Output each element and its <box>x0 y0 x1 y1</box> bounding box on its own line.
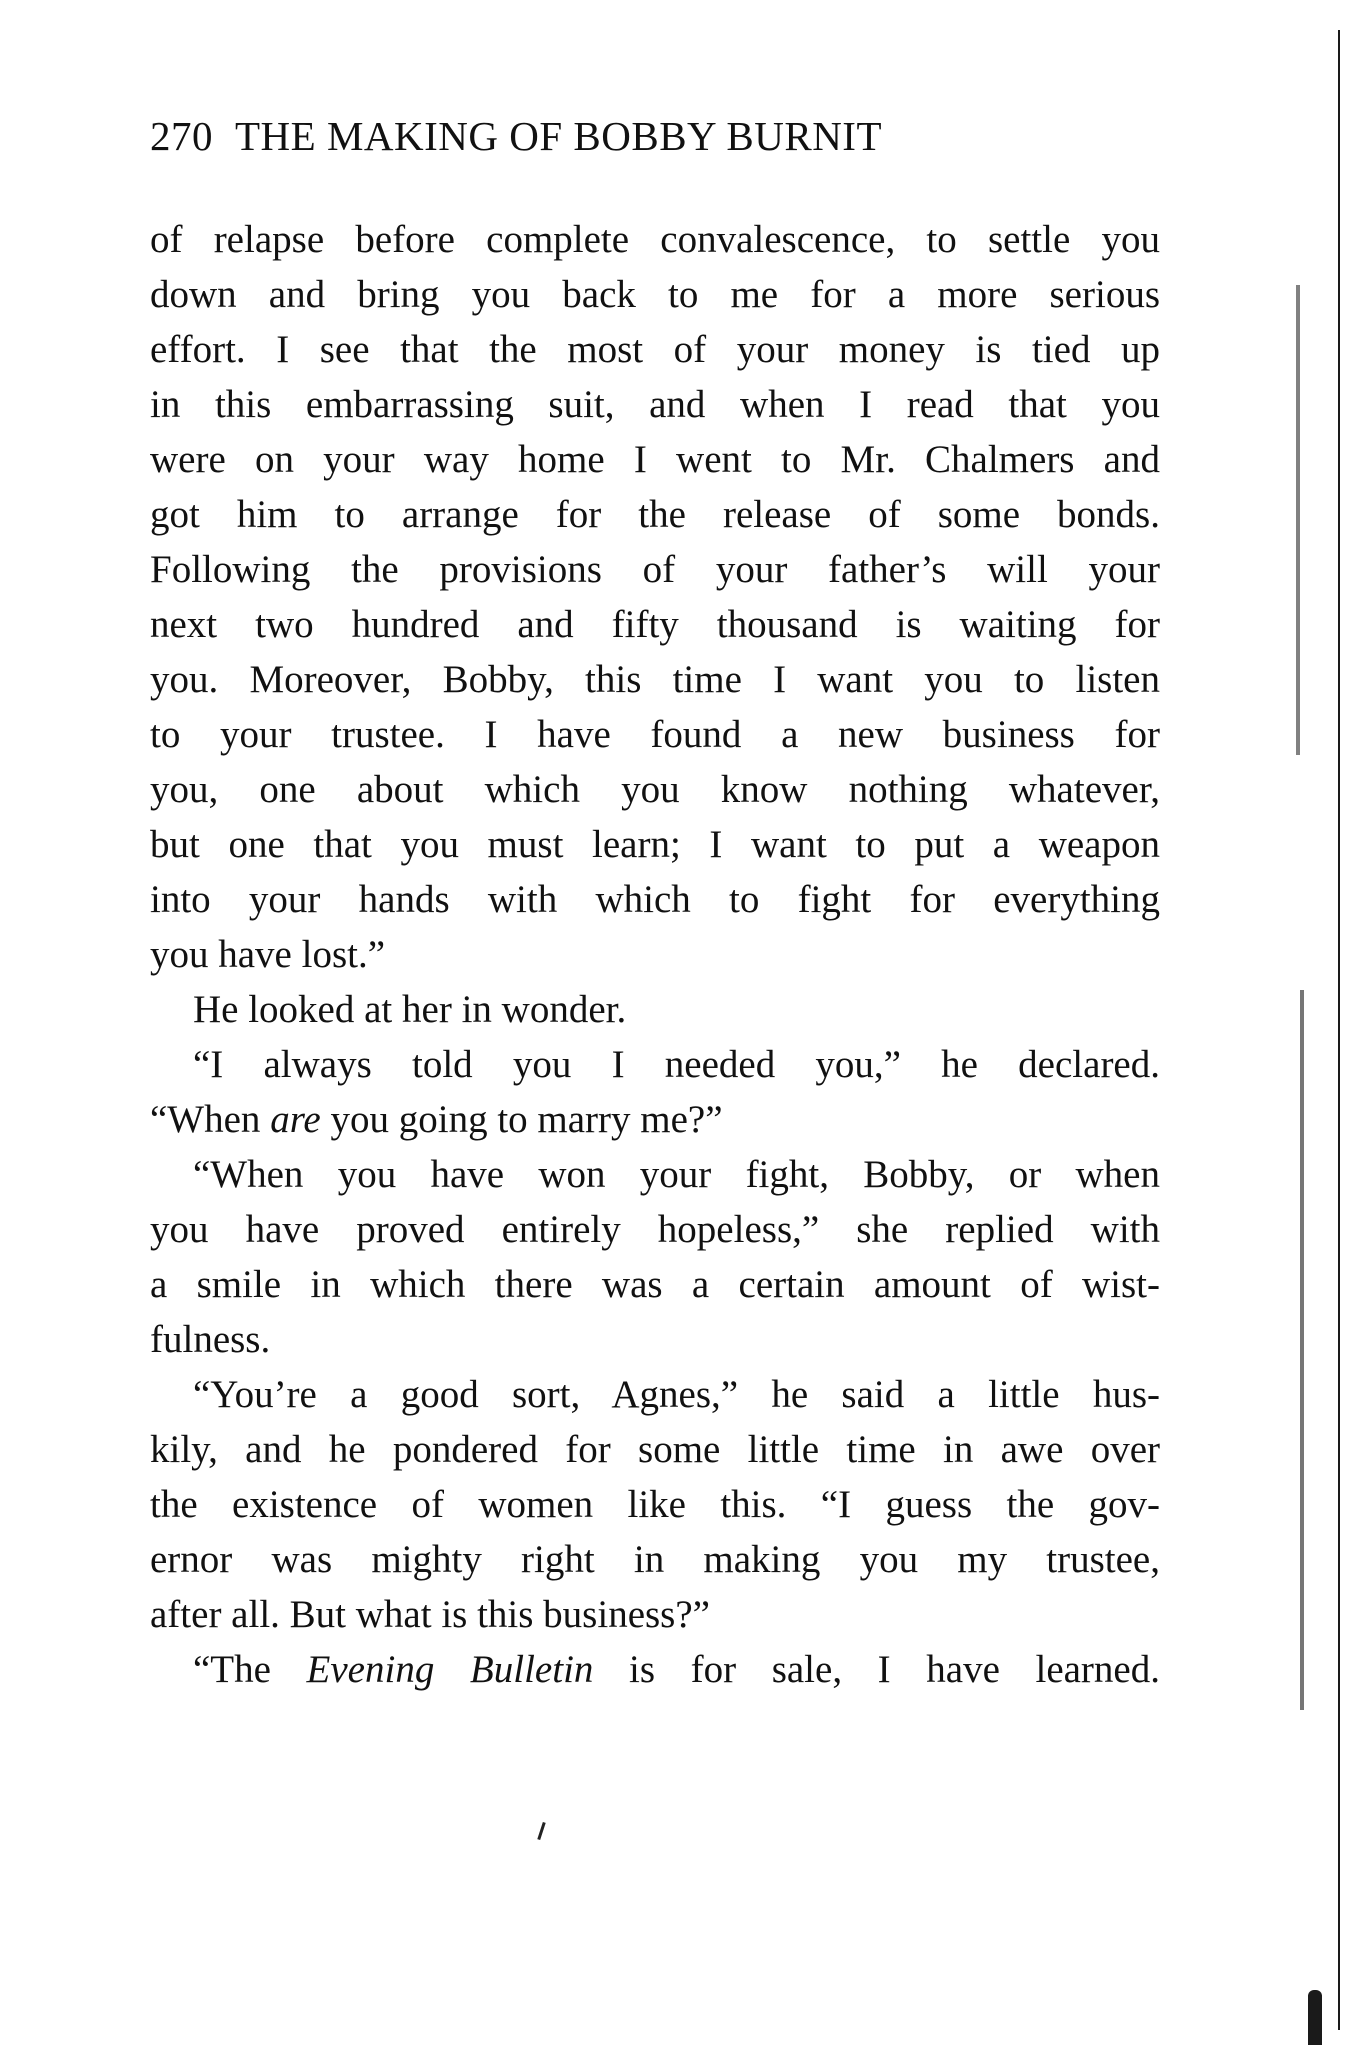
text-line <box>150 1642 1160 1697</box>
text-line: “I always told you I needed you,” he declared. <box>193 1043 1160 1086</box>
line-segment: you going to marry me?” <box>320 1098 723 1141</box>
line-segment: is for sale, I have learned. <box>593 1648 1160 1691</box>
italic-word: are <box>270 1098 321 1141</box>
text-line: you, one about which you know nothing whatever, <box>150 768 1160 811</box>
text-line: got him to arrange for the release of some bonds. <box>150 493 1160 536</box>
text-line: Following the provisions of your father’s will your <box>150 548 1160 591</box>
text-line: were on your way home I went to Mr. Chalmers and <box>150 438 1160 481</box>
text-line <box>150 1092 1160 1147</box>
text-line: into your hands with which to fight for everything <box>150 878 1160 921</box>
page-number: 270 <box>150 113 213 159</box>
binding-mark <box>1308 1990 1322 2045</box>
text-line: but one that you must learn; I want to put a weapon <box>150 823 1160 866</box>
text-line: after all. But what is this business?” <box>150 1593 710 1636</box>
text-line: next two hundred and fifty thousand is waiting for <box>150 603 1160 646</box>
italic-title: Evening Bulletin <box>306 1648 594 1691</box>
text-line: down and bring you back to me for a more serious <box>150 273 1160 316</box>
gutter-shadow <box>1300 990 1304 1710</box>
text-line: you have lost.” <box>150 933 386 976</box>
body-text <box>150 212 1160 1697</box>
binding-edge <box>1338 30 1340 2030</box>
stray-mark <box>537 1822 545 1840</box>
text-line: to your trustee. I have found a new business for <box>150 713 1160 756</box>
text-line: you. Moreover, Bobby, this time I want you to listen <box>150 658 1160 701</box>
text-line: in this embarrassing suit, and when I read that you <box>150 383 1160 426</box>
text-line: “When you have won your fight, Bobby, or when <box>193 1153 1160 1196</box>
text-line: effort. I see that the most of your money is tied up <box>150 328 1160 371</box>
running-head <box>150 112 882 160</box>
text-line: He looked at her in wonder. <box>193 988 627 1031</box>
text-line: “You’re a good sort, Agnes,” he said a little hus- <box>193 1373 1160 1416</box>
text-line: a smile in which there was a certain amount of wist- <box>150 1263 1160 1306</box>
text-line: ernor was mighty right in making you my trustee, <box>150 1538 1160 1581</box>
text-line: kily, and he pondered for some little time in awe over <box>150 1428 1160 1471</box>
text-line: you have proved entirely hopeless,” she replied with <box>150 1208 1160 1251</box>
text-line: of relapse before complete convalescence, to settle you <box>150 218 1160 261</box>
text-line: the existence of women like this. “I guess the gov- <box>150 1483 1160 1526</box>
line-segment: “When <box>150 1098 271 1141</box>
gutter-shadow <box>1296 285 1300 755</box>
text-line: fulness. <box>150 1318 271 1361</box>
book-title: THE MAKING OF BOBBY BURNIT <box>235 113 882 159</box>
line-segment: “The <box>193 1648 307 1691</box>
